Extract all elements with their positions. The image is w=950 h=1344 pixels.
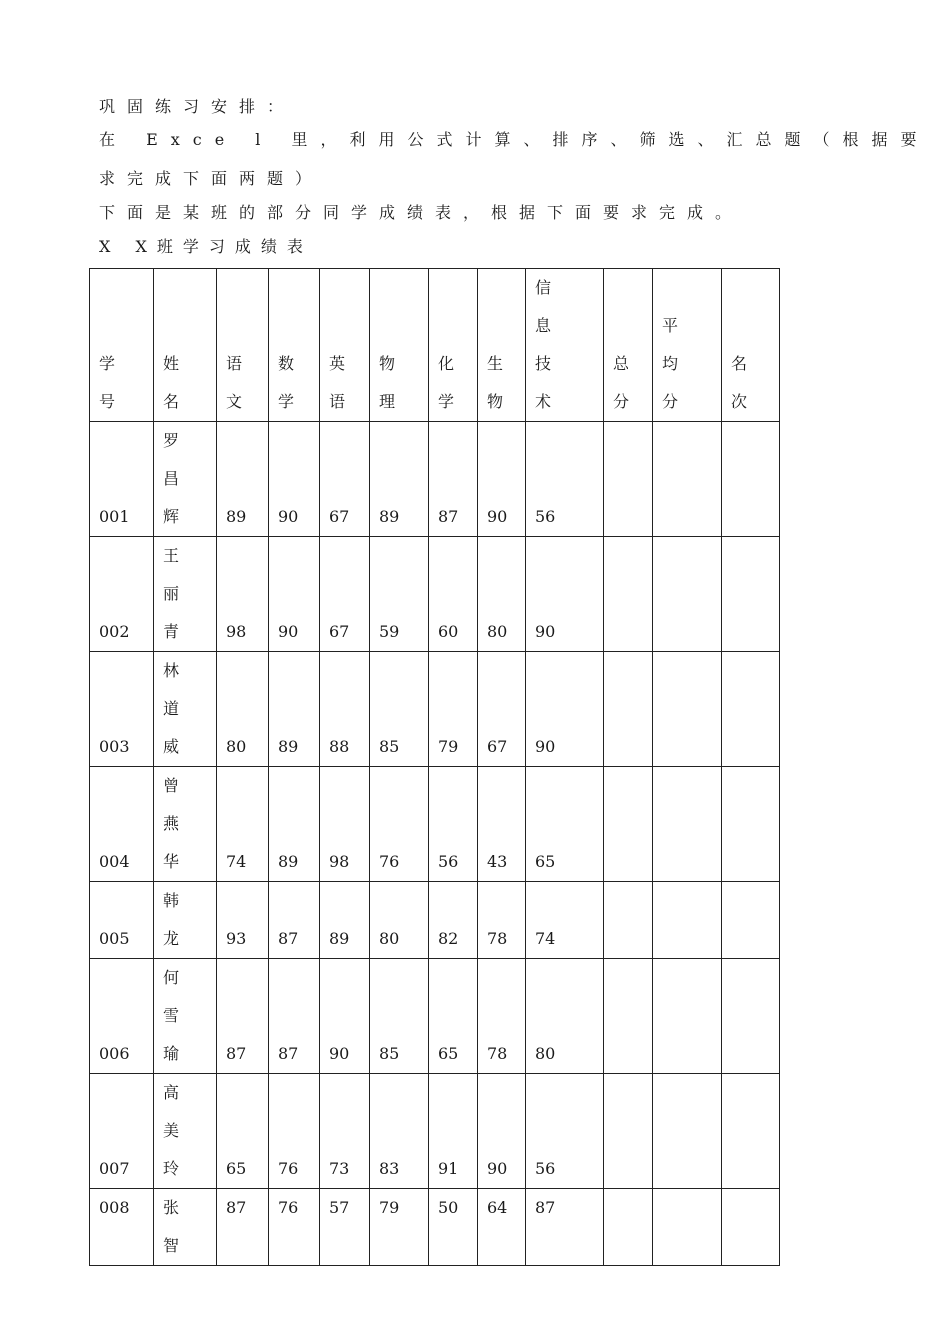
score-cell: 89 bbox=[370, 422, 429, 537]
score-cell: 78 bbox=[478, 959, 526, 1074]
average-cell bbox=[653, 882, 722, 959]
column-header: 名 次 bbox=[722, 269, 780, 422]
score-cell: 98 bbox=[320, 767, 370, 882]
score-cell: 74 bbox=[526, 882, 604, 959]
score-cell: 79 bbox=[429, 652, 478, 767]
score-cell: 80 bbox=[370, 882, 429, 959]
score-cell: 67 bbox=[478, 652, 526, 767]
total-cell bbox=[604, 652, 653, 767]
score-cell: 82 bbox=[429, 882, 478, 959]
score-cell: 87 bbox=[269, 882, 320, 959]
score-cell: 90 bbox=[320, 959, 370, 1074]
score-cell: 90 bbox=[526, 537, 604, 652]
table-row bbox=[90, 1189, 780, 1266]
score-cell: 90 bbox=[269, 422, 320, 537]
average-cell bbox=[653, 422, 722, 537]
rank-cell bbox=[722, 1189, 780, 1266]
column-header: 生 物 bbox=[478, 269, 526, 422]
score-cell: 43 bbox=[478, 767, 526, 882]
student-id: 002 bbox=[90, 537, 154, 652]
student-name: 曾 燕 华 bbox=[154, 767, 217, 882]
total-cell bbox=[604, 537, 653, 652]
column-header: 总 分 bbox=[604, 269, 653, 422]
score-cell: 87 bbox=[269, 959, 320, 1074]
student-id: 003 bbox=[90, 652, 154, 767]
score-cell: 76 bbox=[269, 1189, 320, 1266]
score-cell: 59 bbox=[370, 537, 429, 652]
grades-table bbox=[89, 268, 780, 1266]
student-name: 罗 昌 辉 bbox=[154, 422, 217, 537]
score-cell: 80 bbox=[217, 652, 269, 767]
column-header: 化 学 bbox=[429, 269, 478, 422]
score-cell: 89 bbox=[269, 652, 320, 767]
score-cell: 56 bbox=[526, 1074, 604, 1189]
column-header: 数 学 bbox=[269, 269, 320, 422]
rank-cell bbox=[722, 1074, 780, 1189]
student-name: 王 丽 青 bbox=[154, 537, 217, 652]
total-cell bbox=[604, 882, 653, 959]
score-cell: 76 bbox=[370, 767, 429, 882]
score-cell: 65 bbox=[429, 959, 478, 1074]
score-cell: 87 bbox=[429, 422, 478, 537]
score-cell: 87 bbox=[217, 1189, 269, 1266]
table-row bbox=[90, 422, 780, 537]
score-cell: 79 bbox=[370, 1189, 429, 1266]
score-cell: 89 bbox=[269, 767, 320, 882]
student-name: 何 雪 瑜 bbox=[154, 959, 217, 1074]
table-row bbox=[90, 882, 780, 959]
rank-cell bbox=[722, 537, 780, 652]
score-cell: 80 bbox=[478, 537, 526, 652]
table-row bbox=[90, 1074, 780, 1189]
rank-cell bbox=[722, 959, 780, 1074]
score-cell: 74 bbox=[217, 767, 269, 882]
score-cell: 80 bbox=[526, 959, 604, 1074]
total-cell bbox=[604, 959, 653, 1074]
rank-cell bbox=[722, 882, 780, 959]
average-cell bbox=[653, 537, 722, 652]
student-id: 007 bbox=[90, 1074, 154, 1189]
score-cell: 76 bbox=[269, 1074, 320, 1189]
column-header: 物 理 bbox=[370, 269, 429, 422]
average-cell bbox=[653, 652, 722, 767]
instruction-line-2: 求完成下面两题） bbox=[99, 169, 324, 188]
score-cell: 56 bbox=[526, 422, 604, 537]
column-header: 平 均 分 bbox=[653, 269, 722, 422]
score-cell: 89 bbox=[217, 422, 269, 537]
score-cell: 91 bbox=[429, 1074, 478, 1189]
score-cell: 83 bbox=[370, 1074, 429, 1189]
rank-cell bbox=[722, 422, 780, 537]
student-id: 008 bbox=[90, 1189, 154, 1266]
student-id: 006 bbox=[90, 959, 154, 1074]
score-cell: 98 bbox=[217, 537, 269, 652]
score-cell: 90 bbox=[269, 537, 320, 652]
student-id: 001 bbox=[90, 422, 154, 537]
total-cell bbox=[604, 422, 653, 537]
table-title: X X班学习成绩表 bbox=[99, 237, 313, 256]
total-cell bbox=[604, 767, 653, 882]
instruction-line-3: 下面是某班的部分同学成绩表，根据下面要求完成。 bbox=[99, 203, 744, 222]
average-cell bbox=[653, 959, 722, 1074]
average-cell bbox=[653, 1074, 722, 1189]
score-cell: 90 bbox=[478, 1074, 526, 1189]
score-cell: 87 bbox=[217, 959, 269, 1074]
student-id: 005 bbox=[90, 882, 154, 959]
score-cell: 60 bbox=[429, 537, 478, 652]
score-cell: 88 bbox=[320, 652, 370, 767]
score-cell: 57 bbox=[320, 1189, 370, 1266]
score-cell: 73 bbox=[320, 1074, 370, 1189]
score-cell: 89 bbox=[320, 882, 370, 959]
average-cell bbox=[653, 1189, 722, 1266]
score-cell: 56 bbox=[429, 767, 478, 882]
average-cell bbox=[653, 767, 722, 882]
rank-cell bbox=[722, 767, 780, 882]
header-row bbox=[90, 269, 780, 422]
total-cell bbox=[604, 1074, 653, 1189]
student-name: 韩 龙 bbox=[154, 882, 217, 959]
score-cell: 65 bbox=[217, 1074, 269, 1189]
student-name: 高 美 玲 bbox=[154, 1074, 217, 1189]
student-id: 004 bbox=[90, 767, 154, 882]
score-cell: 78 bbox=[478, 882, 526, 959]
instruction-line-1: 在 Exce l 里，利用公式计算、排序、筛选、汇总题（根据要 bbox=[99, 130, 930, 149]
table-row bbox=[90, 767, 780, 882]
student-name: 张 智 bbox=[154, 1189, 217, 1266]
total-cell bbox=[604, 1189, 653, 1266]
score-cell: 93 bbox=[217, 882, 269, 959]
exercise-heading: 巩固练习安排： bbox=[99, 97, 296, 116]
column-header: 学 号 bbox=[90, 269, 154, 422]
score-cell: 90 bbox=[478, 422, 526, 537]
column-header: 信 息 技 术 bbox=[526, 269, 604, 422]
score-cell: 90 bbox=[526, 652, 604, 767]
table-row bbox=[90, 537, 780, 652]
column-header: 姓 名 bbox=[154, 269, 217, 422]
score-cell: 85 bbox=[370, 959, 429, 1074]
column-header: 英 语 bbox=[320, 269, 370, 422]
score-cell: 67 bbox=[320, 422, 370, 537]
score-cell: 50 bbox=[429, 1189, 478, 1266]
table-row bbox=[90, 959, 780, 1074]
column-header: 语 文 bbox=[217, 269, 269, 422]
score-cell: 64 bbox=[478, 1189, 526, 1266]
score-cell: 65 bbox=[526, 767, 604, 882]
score-cell: 67 bbox=[320, 537, 370, 652]
score-cell: 87 bbox=[526, 1189, 604, 1266]
score-cell: 85 bbox=[370, 652, 429, 767]
student-name: 林 道 威 bbox=[154, 652, 217, 767]
rank-cell bbox=[722, 652, 780, 767]
table-row bbox=[90, 652, 780, 767]
